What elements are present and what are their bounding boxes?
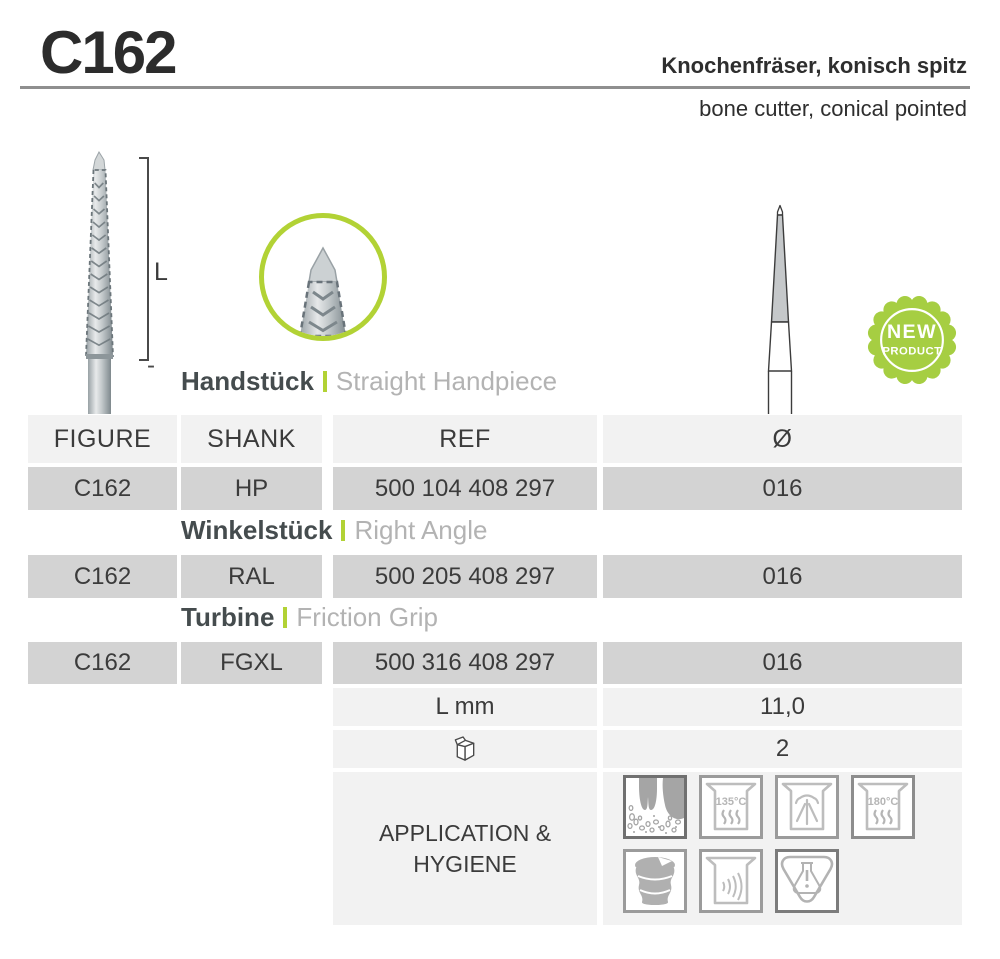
length-row [333, 688, 962, 726]
badge-text-new: NEW [886, 321, 938, 344]
caution-flask-icon [775, 849, 839, 913]
package-row [333, 730, 962, 768]
column-header-diameter: Ø [603, 415, 962, 463]
length-label: L [154, 258, 168, 286]
section-right-angle-en: Right Angle [354, 515, 488, 545]
section-right-angle-de: Winkelstück [181, 515, 333, 545]
length-row-value: 11,0 [603, 688, 962, 726]
bur-tip-detail [264, 218, 382, 336]
hp-shank: HP [181, 467, 322, 510]
length-end-mark: - [147, 352, 155, 379]
hygiene-icons-cell [603, 772, 962, 925]
page-title: C162 [40, 19, 176, 86]
dry-heat-180c-icon [851, 775, 915, 839]
column-header-ref: REF [333, 415, 597, 463]
ral-diameter: 016 [603, 555, 962, 598]
divider-bar [323, 371, 327, 392]
bur-schematic [760, 200, 800, 416]
length-row-label: L mm [333, 688, 597, 726]
length-dimension-bracket [139, 157, 149, 361]
hygiene-icons-row-1 [623, 775, 962, 839]
column-header-figure: FIGURE [28, 415, 177, 463]
table-row-ral [28, 555, 962, 598]
dry-heat-temp-label: 180°C [867, 796, 899, 808]
application-label-line1: APPLICATION & [378, 819, 552, 846]
package-row-value: 2 [603, 730, 962, 768]
section-handpiece [181, 366, 557, 397]
tooth-stump-icon [623, 849, 687, 913]
autoclave-135c-icon [699, 775, 763, 839]
ral-shank: RAL [181, 555, 322, 598]
table-header-row [28, 415, 962, 463]
autoclave-temp-label: 135°C [715, 796, 747, 808]
ral-figure: C162 [28, 555, 177, 598]
section-turbine [181, 602, 438, 633]
section-turbine-de: Turbine [181, 602, 275, 632]
divider-bar [341, 520, 345, 541]
table-row-fgxl [28, 642, 962, 684]
fgxl-shank: FGXL [181, 642, 322, 684]
badge-text-product: PRODUCT [882, 345, 942, 358]
column-header-shank: SHANK [181, 415, 322, 463]
application-label [333, 772, 597, 925]
section-handpiece-en: Straight Handpiece [335, 366, 558, 396]
application-row [333, 772, 962, 925]
tip-zoom-circle [259, 213, 387, 341]
hp-figure: C162 [28, 467, 177, 510]
header-divider [20, 86, 970, 89]
product-title-english: bone cutter, conical pointed [699, 96, 967, 121]
table-row-hp [28, 467, 962, 510]
product-title-german: Knochenfräser, konisch spitz [661, 53, 967, 78]
package-row-icon-cell [333, 730, 597, 768]
hp-ref: 500 104 408 297 [333, 467, 597, 510]
bone-surgery-icon [623, 775, 687, 839]
section-right-angle [181, 515, 487, 546]
hygiene-icons-row-2 [623, 849, 962, 913]
section-handpiece-de: Handstück [181, 366, 314, 396]
ultrasonic-bath-icon [699, 849, 763, 913]
section-turbine-en: Friction Grip [296, 602, 438, 632]
thermo-disinfector-icon [775, 775, 839, 839]
fgxl-ref: 500 316 408 297 [333, 642, 597, 684]
fgxl-figure: C162 [28, 642, 177, 684]
new-product-badge [863, 291, 961, 389]
application-label-line2: HYGIENE [413, 850, 517, 877]
package-box-icon [454, 736, 476, 763]
divider-bar [283, 607, 287, 628]
hp-diameter: 016 [603, 467, 962, 510]
ral-ref: 500 205 408 297 [333, 555, 597, 598]
fgxl-diameter: 016 [603, 642, 962, 684]
